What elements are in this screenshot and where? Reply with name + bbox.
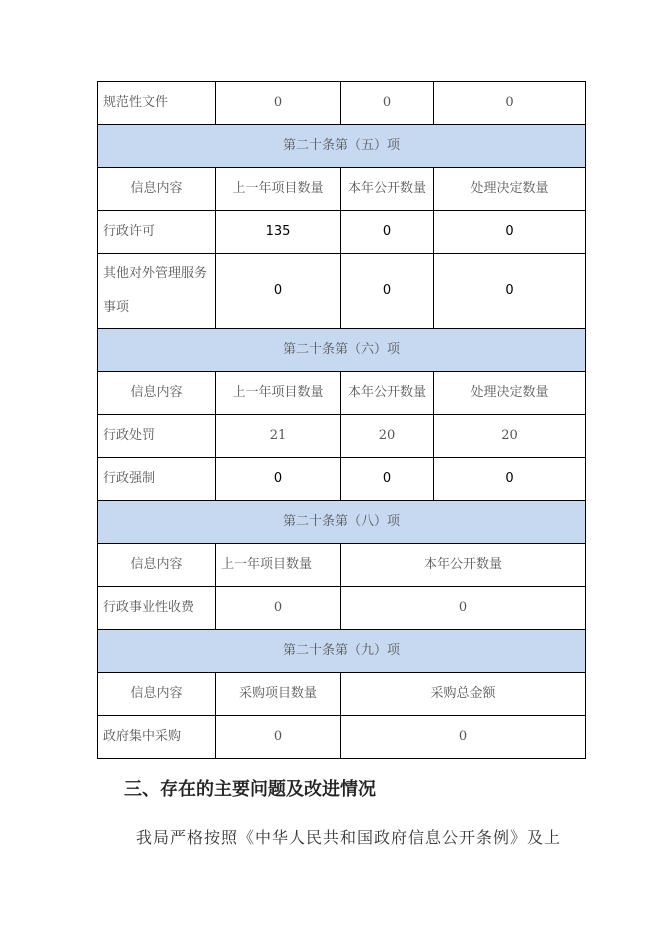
section-row bbox=[98, 329, 586, 372]
column-header: 本年公开数量 bbox=[341, 544, 586, 587]
table-cell: 0 bbox=[341, 716, 586, 759]
table-cell: 0 bbox=[434, 82, 586, 125]
section-row bbox=[98, 501, 586, 544]
table-cell: 0 bbox=[341, 587, 586, 630]
column-header: 上一年项目数量 bbox=[216, 544, 341, 587]
column-header: 上一年项目数量 bbox=[216, 372, 341, 415]
table-cell: 政府集中采购 bbox=[98, 716, 216, 759]
column-header: 采购项目数量 bbox=[216, 673, 341, 716]
table-row bbox=[98, 211, 586, 254]
table-cell: 20 bbox=[434, 415, 586, 458]
column-header: 采购总金额 bbox=[341, 673, 586, 716]
table-cell: 0 bbox=[434, 211, 586, 254]
header-row bbox=[98, 372, 586, 415]
table-cell: 0 bbox=[216, 587, 341, 630]
table-cell: 0 bbox=[341, 82, 434, 125]
column-header: 信息内容 bbox=[98, 673, 216, 716]
table-row bbox=[98, 458, 586, 501]
header-row bbox=[98, 673, 586, 716]
section-title: 第二十条第（五）项 bbox=[98, 125, 586, 168]
table-cell: 行政事业性收费 bbox=[98, 587, 216, 630]
header-row bbox=[98, 544, 586, 587]
table-cell: 行政强制 bbox=[98, 458, 216, 501]
table-row bbox=[98, 82, 586, 125]
disclosure-table bbox=[97, 81, 586, 759]
table-row bbox=[98, 716, 586, 759]
table-cell: 0 bbox=[216, 82, 341, 125]
table-cell: 0 bbox=[341, 458, 434, 501]
column-header: 本年公开数量 bbox=[341, 168, 434, 211]
section-title: 第二十条第（八）项 bbox=[98, 501, 586, 544]
section-title: 第二十条第（六）项 bbox=[98, 329, 586, 372]
column-header: 上一年项目数量 bbox=[216, 168, 341, 211]
table-cell: 135 bbox=[216, 211, 341, 254]
table-cell: 0 bbox=[341, 254, 434, 329]
table-row bbox=[98, 415, 586, 458]
section-row bbox=[98, 125, 586, 168]
table-row bbox=[98, 587, 586, 630]
column-header: 信息内容 bbox=[98, 544, 216, 587]
body-paragraph: 我局严格按照《中华人民共和国政府信息公开条例》及上 bbox=[136, 828, 562, 847]
column-header: 本年公开数量 bbox=[341, 372, 434, 415]
table-cell: 21 bbox=[216, 415, 341, 458]
header-row bbox=[98, 168, 586, 211]
table-row bbox=[98, 254, 586, 329]
table-cell: 20 bbox=[341, 415, 434, 458]
section-row bbox=[98, 630, 586, 673]
table-cell: 行政许可 bbox=[98, 211, 216, 254]
table-cell: 0 bbox=[216, 458, 341, 501]
column-header: 处理决定数量 bbox=[434, 168, 586, 211]
table-cell: 0 bbox=[216, 254, 341, 329]
section-title: 第二十条第（九）项 bbox=[98, 630, 586, 673]
table-cell: 0 bbox=[341, 211, 434, 254]
table-cell: 0 bbox=[434, 458, 586, 501]
table-cell: 规范性文件 bbox=[98, 82, 216, 125]
table-cell: 0 bbox=[216, 716, 341, 759]
column-header: 信息内容 bbox=[98, 372, 216, 415]
table-cell: 0 bbox=[434, 254, 586, 329]
column-header: 信息内容 bbox=[98, 168, 216, 211]
column-header: 处理决定数量 bbox=[434, 372, 586, 415]
table-cell: 其他对外管理服务事项 bbox=[98, 254, 216, 329]
section-heading: 三、存在的主要问题及改进情况 bbox=[124, 779, 376, 800]
table-cell: 行政处罚 bbox=[98, 415, 216, 458]
